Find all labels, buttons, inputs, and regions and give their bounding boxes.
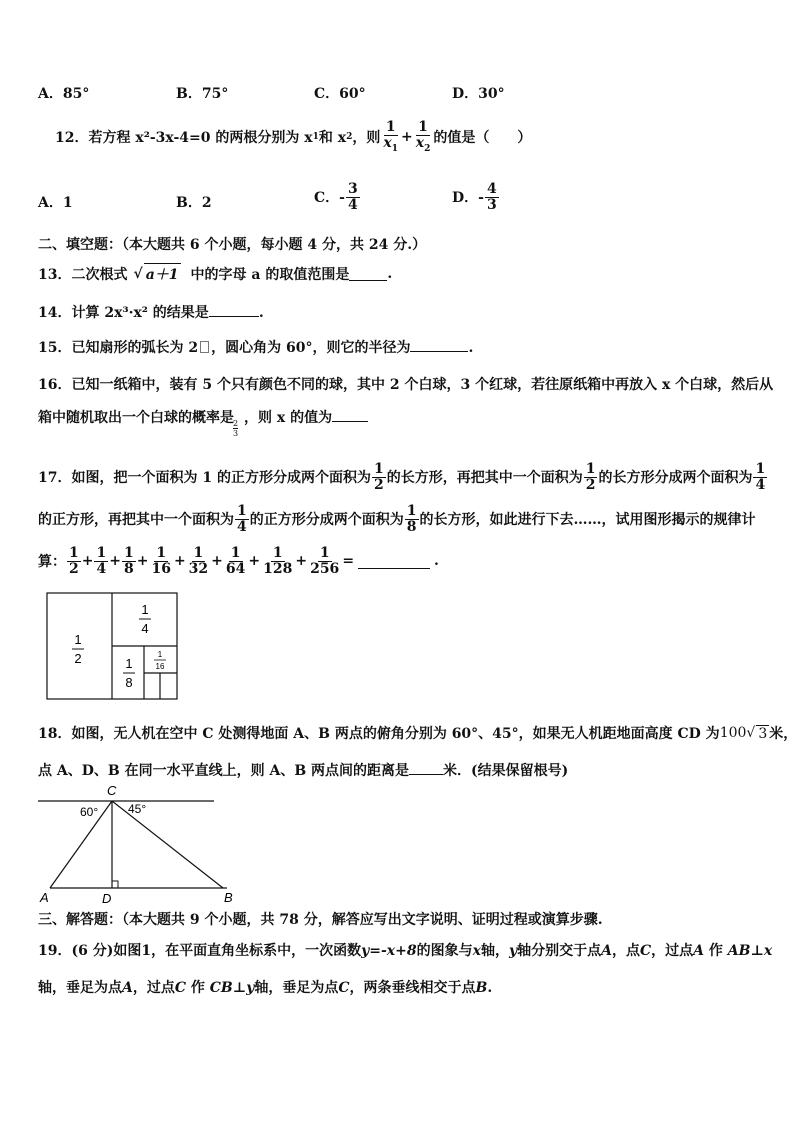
question-19-line1: 19．(6 分)如图1，在平面直角坐标系中，一次函数y=-x+8的图象与x轴，y轴分别交于点A，点C，过点A 作 AB⊥x [38, 943, 773, 959]
question-19-line2: 轴，垂足为点A，过点C 作 CB⊥y轴，垂足为点C，两条垂线相交于点B. [38, 980, 493, 996]
question-16-line1: 16．已知一纸箱中，装有 5 个只有颜色不同的球，其中 2 个白球，3 个红球，若往原纸箱中再放入 x 个白球，然后从 [38, 377, 774, 393]
label-quarter-num: 1 [141, 602, 149, 617]
label-half-num: 1 [74, 632, 82, 647]
missing-glyph-icon [200, 341, 209, 353]
question-14: 14．计算 2x³·x² 的结果是 . [38, 302, 264, 322]
question-15: 15．已知扇形的弧长为 2 ，圆心角为 60°，则它的半径为 . [38, 337, 473, 357]
answer-blank[interactable] [409, 760, 443, 775]
fraction-1-over-x1: $\frac{1}{x_1}$ [383, 119, 398, 154]
question-12: 12．若方程 x²-3x-4=0 的两根分别为 x 1 和 x 2 ，则 $\frac{1}{x_1}$ + $\frac{1}{x_2}$ 的值是（ ） [55, 119, 532, 154]
q11-option-c: C．60° [314, 86, 366, 102]
angle-45-label: 45° [128, 802, 147, 816]
q12-option-d: D．- $\frac{4}{3}$ [452, 181, 497, 213]
section-2-heading: 二、填空题：（本大题共 6 个小题，每小题 4 分，共 24 分.） [38, 237, 427, 253]
point-a-label: A [40, 890, 49, 905]
point-c-label: C [107, 783, 117, 798]
question-13: 13．二次根式 √ a＋1 中的字母 a 的取值范围是 . [38, 263, 392, 284]
question-17-line3: 算： $\frac{1}{2}$ + $\frac{1}{4}$ + $\frac{1}{8}$ + $\frac{1}{16}$ + $\frac{1}{32}$ + $\frac{1}{64}$ + $\frac{1}{128}$ + $\frac{1}{256}$ = . [38, 545, 439, 577]
point-b-label: B [224, 890, 233, 905]
label-half-den: 2 [74, 651, 82, 666]
question-16-line2: 箱中随机取出一个白球的概率是 ，则 x 的值为 [38, 407, 368, 427]
label-quarter-den: 4 [141, 621, 149, 636]
q12-option-c: C．- $\frac{3}{4}$ [314, 181, 358, 213]
square-division-figure [46, 592, 180, 702]
drone-angle-figure [34, 782, 233, 906]
label-eighth-num: 1 [125, 656, 133, 671]
label-sixteenth-num: 1 [157, 650, 163, 659]
q12-option-b: B．2 [176, 195, 212, 211]
q12-option-a: A．1 [38, 195, 73, 211]
answer-blank[interactable] [349, 266, 387, 281]
answer-blank[interactable] [209, 302, 259, 317]
q11-option-b: B．75° [176, 86, 229, 102]
question-18-line2: 点 A、D、B 在同一水平直线上，则 A、B 两点间的距离是 米．(结果保留根号) [38, 760, 568, 780]
question-17-line2: 的正方形，再把其中一个面积为 $\frac{1}{4}$ 的正方形分成两个面积为 $\frac{1}{8}$ 的长方形，如此进行下去……，试用图形揭示的规律计 [38, 503, 756, 535]
q11-option-d: D．30° [452, 86, 505, 102]
answer-blank[interactable] [358, 554, 430, 569]
section-3-heading: 三、解答题：（本大题共 9 个小题，共 78 分，解答应写出文字说明、证明过程或演算步骤. [38, 912, 603, 928]
label-eighth-den: 8 [125, 675, 133, 690]
fraction-1-over-x2: $\frac{1}{x_2}$ [415, 119, 431, 154]
point-d-label: D [102, 891, 112, 906]
answer-blank[interactable] [410, 337, 468, 352]
question-18-line1: 18．如图，无人机在空中 C 处测得地面 A、B 两点的俯角分别为 60°、45°，如果无人机距地面高度 CD 为 100 √ 3 米， [38, 725, 797, 742]
question-17-line1: 17．如图，把一个面积为 1 的正方形分成两个面积为 $\frac{1}{2}$ 的长方形，再把其中一个面积为 $\frac{1}{2}$ 的长方形分成两个面积为 $\frac{1}{4}$ [38, 461, 766, 493]
label-sixteenth-den: 16 [155, 662, 165, 671]
angle-60-label: 60° [80, 805, 99, 819]
q11-option-a: A．85° [38, 86, 90, 102]
answer-blank[interactable] [332, 407, 368, 422]
probability-fraction: 2 3 [233, 419, 239, 438]
